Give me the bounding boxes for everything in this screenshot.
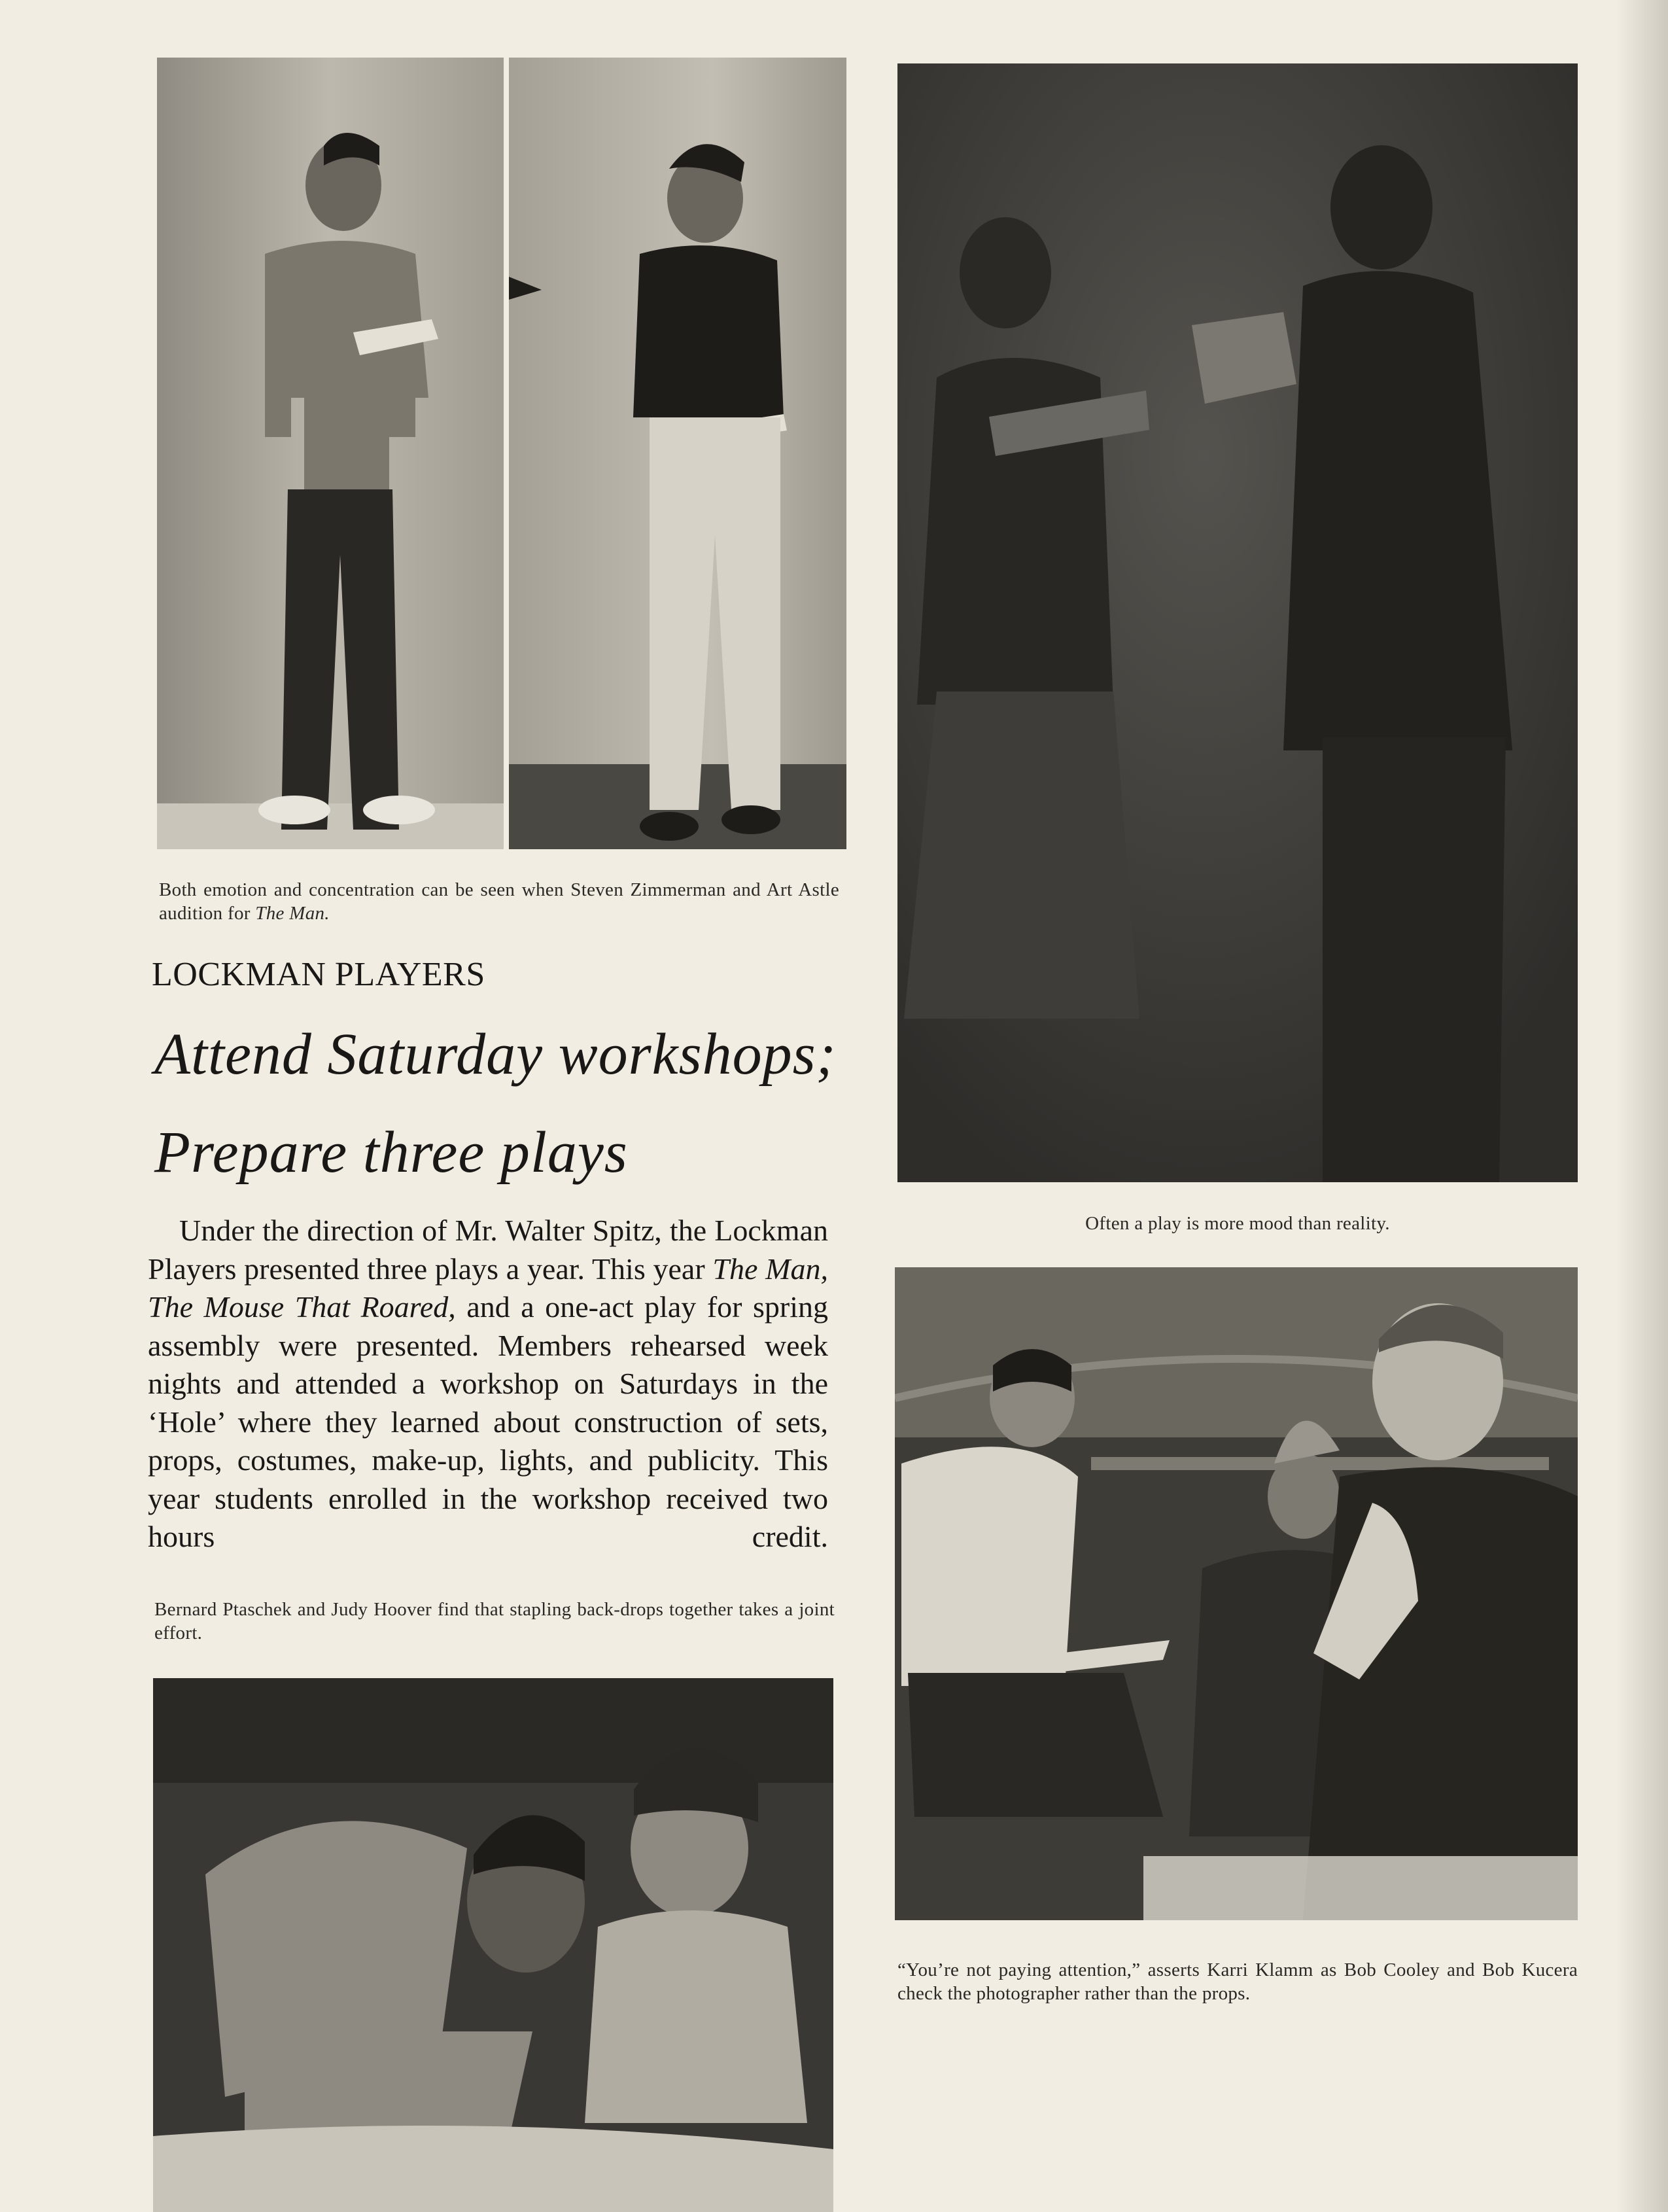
props-room-photo — [895, 1267, 1578, 1920]
audition-right-photo — [509, 58, 846, 849]
silhouette-actors-icon — [897, 63, 1578, 1182]
article-body — [148, 1212, 828, 1556]
headline-line-1: Attend Saturday workshops; — [154, 1022, 837, 1087]
body-rest: and a one-act play for spring assembly were presented. Members rehearsed week nights and attended a workshop on Saturdays in the ‘Hole’ where they learned about construction of sets, props, costumes, make-up, lights, and publicity. This year students enrolled in the workshop received two hours credit. — [148, 1290, 828, 1553]
audition-caption-text: Both emotion and concentration can be seen when Steven Zimmerman and Art Astle audition for — [159, 879, 839, 924]
audition-caption — [159, 878, 839, 925]
mood-scene-photo — [897, 63, 1578, 1182]
person-standing-icon — [157, 58, 504, 849]
backdrop-work-photo — [153, 1678, 833, 2212]
play-titles: The Man, The Mouse That Roared, — [148, 1252, 828, 1324]
backdrop-caption: Bernard Ptaschek and Judy Hoover find that stapling back-drops together takes a joint effort. — [154, 1599, 835, 1643]
students-in-basement-icon — [895, 1267, 1578, 1920]
body-intro: Under the direction of Mr. Walter Spitz, the Lockman Players presented three plays a year. This year — [148, 1214, 828, 1286]
article-kicker: LOCKMAN PLAYERS — [152, 956, 485, 993]
person-reading-icon — [509, 58, 846, 849]
stapling-backdrop-icon — [153, 1678, 833, 2212]
headline-line-2: Prepare three plays — [154, 1120, 628, 1185]
mood-caption: Often a play is more mood than reality. — [1085, 1213, 1390, 1234]
audition-caption-title: The Man. — [255, 903, 330, 924]
props-caption: “You’re not paying attention,” asserts Karri Klamm as Bob Cooley and Bob Kucera check the photographer rather than the props. — [897, 1959, 1578, 2004]
page-binding-shadow — [1616, 0, 1668, 2212]
audition-left-photo — [157, 58, 504, 849]
